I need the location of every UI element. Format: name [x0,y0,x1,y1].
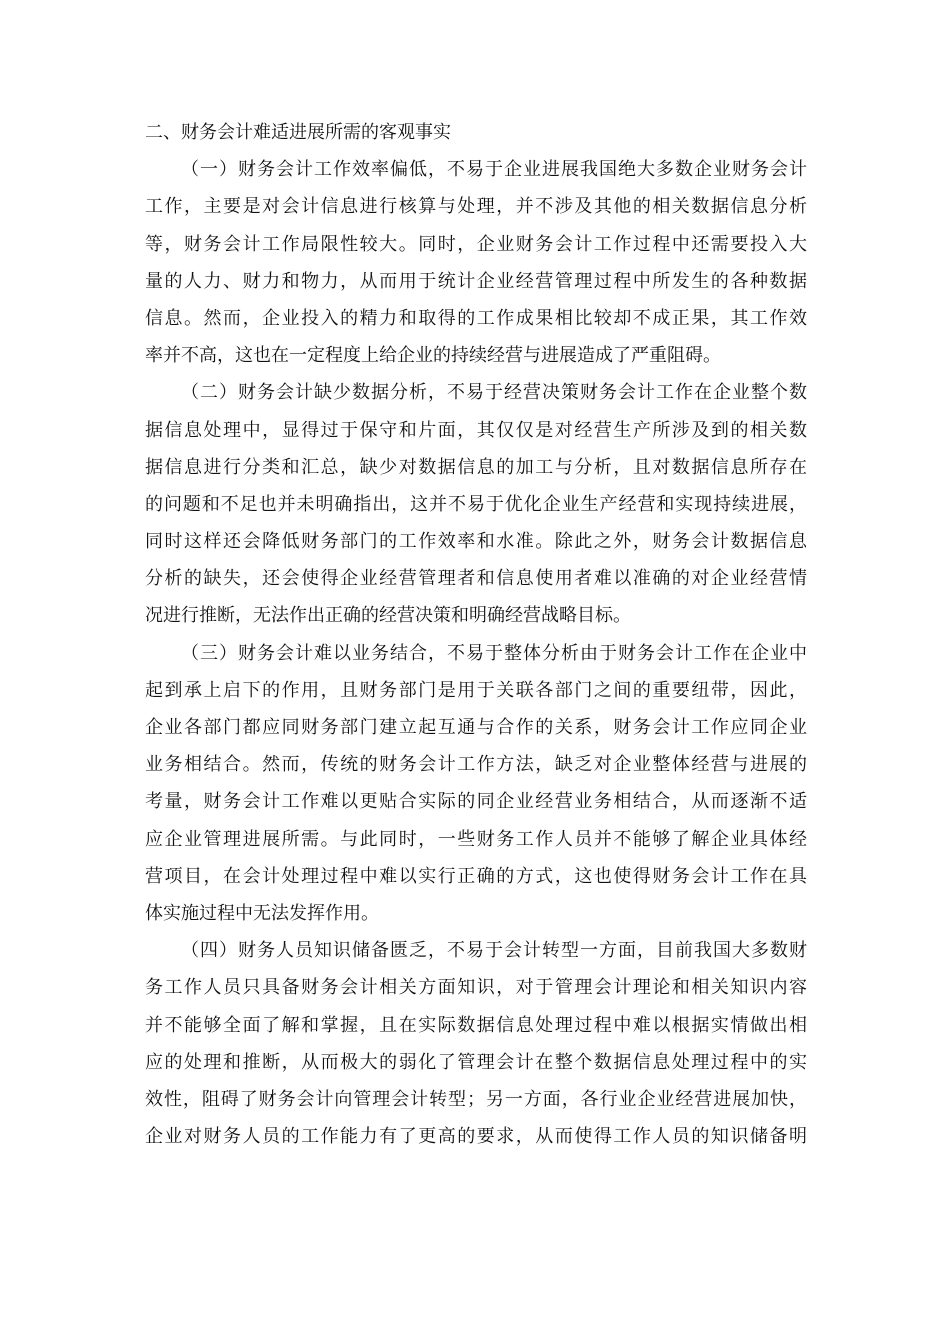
paragraph-3-line: 考量，财务会计工作难以更贴合实际的同企业经营业务相结合，从而逐渐不适 [145,791,807,813]
paragraph-2-line: 分析的缺失，还会使得企业经营管理者和信息使用者难以准确的对企业经营情 [145,568,807,590]
paragraph-2-line: 据信息处理中，显得过于保守和片面，其仅仅是对经营生产所涉及到的相关数 [145,419,807,441]
paragraph-4-line: 务工作人员只具备财务会计相关方面知识，对于管理会计理论和相关知识内容 [145,977,807,999]
paragraph-1-line: 等，财务会计工作局限性较大。同时，企业财务会计工作过程中还需要投入大 [145,233,807,255]
paragraph-1-line: 信息。然而，企业投入的精力和取得的工作成果相比较却不成正果，其工作效 [145,307,807,329]
paragraph-2-line: 的问题和不足也并未明确指出，这并不易于优化企业生产经营和实现持续进展， [145,493,807,515]
paragraph-4-line: 应的处理和推断，从而极大的弱化了管理会计在整个数据信息处理过程中的实 [145,1051,807,1073]
paragraph-3-line: 企业各部门都应同财务部门建立起互通与合作的关系，财务会计工作应同企业 [145,717,807,738]
paragraph-3-line: 应企业管理进展所需。与此同时，一些财务工作人员并不能够了解企业具体经 [145,828,807,850]
paragraph-2-line: 况进行推断，无法作出正确的经营决策和明确经营战略目标。 [145,605,631,627]
paragraph-3-line: 起到承上启下的作用，且财务部门是用于关联各部门之间的重要纽带，因此， [145,679,807,701]
paragraph-4-line: 并不能够全面了解和掌握，且在实际数据信息处理过程中难以根据实情做出相 [145,1014,807,1036]
paragraph-1-line: 量的人力、财力和物力，从而用于统计企业经营管理过程中所发生的各种数据 [145,270,807,292]
paragraph-2-line: （二）财务会计缺少数据分析，不易于经营决策财务会计工作在企业整个数 [181,382,807,404]
paragraph-3-line: （三）财务会计难以业务结合，不易于整体分析由于财务会计工作在企业中 [181,642,807,664]
paragraph-1-line: （一）财务会计工作效率偏低，不易于企业进展我国绝大多数企业财务会计 [181,159,807,181]
paragraph-2-line: 据信息进行分类和汇总，缺少对数据信息的加工与分析，且对数据信息所存在 [145,456,807,478]
paragraph-4-line: （四）财务人员知识储备匮乏，不易于会计转型一方面，目前我国大多数财 [181,940,807,962]
paragraph-2-line: 同时这样还会降低财务部门的工作效率和水准。除此之外，财务会计数据信息 [145,531,807,553]
paragraph-1-line: 工作，主要是对会计信息进行核算与处理，并不涉及其他的相关数据信息分析 [145,196,807,218]
paragraph-4-line: 效性，阻碍了财务会计向管理会计转型；另一方面，各行业企业经营进展加快， [145,1088,807,1110]
section-heading: 二、财务会计难适进展所需的客观事实 [145,122,451,143]
paragraph-3-line: 体实施过程中无法发挥作用。 [145,902,379,924]
paragraph-4-line: 企业对财务人员的工作能力有了更高的要求，从而使得工作人员的知识储备明 [145,1126,807,1148]
document-body [145,114,807,1155]
paragraph-3-line: 业务相结合。然而，传统的财务会计工作方法，缺乏对企业整体经营与进展的 [145,754,807,776]
paragraph-3-line: 营项目，在会计处理过程中难以实行正确的方式，这也使得财务会计工作在具 [145,865,807,887]
paragraph-1-line: 率并不高，这也在一定程度上给企业的持续经营与进展造成了严重阻碍。 [145,345,721,367]
